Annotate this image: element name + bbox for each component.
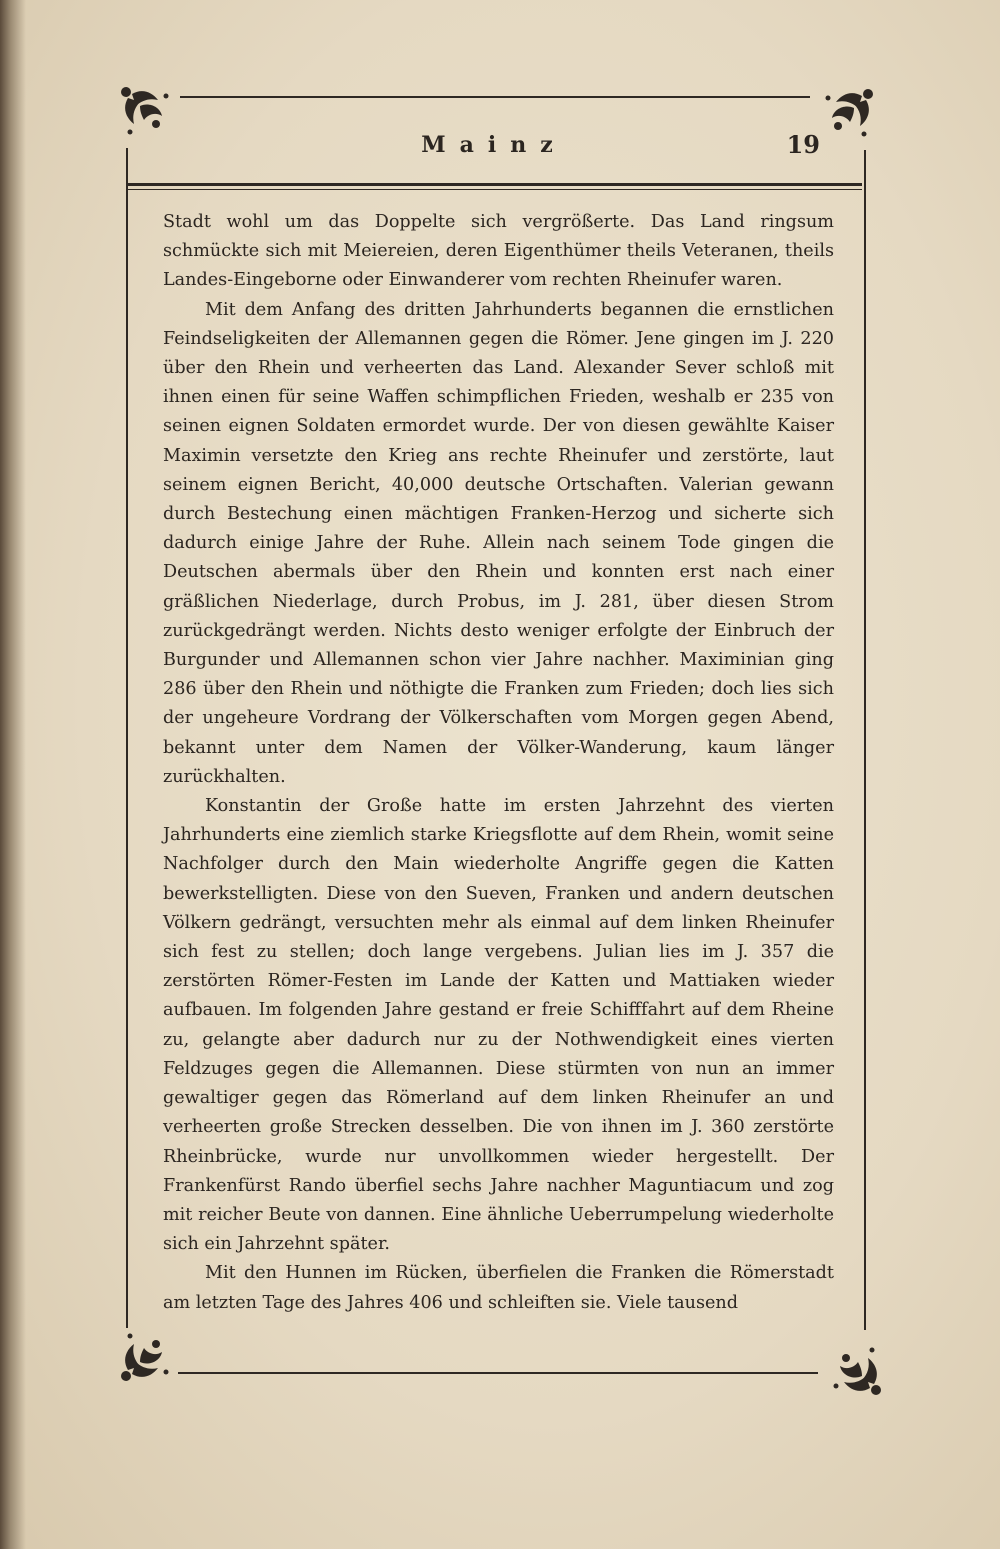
body-text (163, 208, 834, 1318)
running-head (124, 126, 864, 166)
header-rule-thin (128, 189, 862, 190)
paragraph: Stadt wohl um das Doppelte sich vergrößerte. Das Land ringsum schmückte sich mit Meiereien, deren Eigenthümer theils Veteranen, theils Landes-Eingeborne oder Einwanderer vom rechten Rheinufer waren. (163, 212, 834, 291)
header-rule-thick (128, 183, 862, 186)
frame-right-line (864, 150, 866, 1330)
paragraph: Konstantin der Große hatte im ersten Jahrzehnt des vierten Jahrhunderts eine ziemlich starke Kriegsflotte auf dem Rhein, womit seine Nachfolger durch den Main wiederholte Angriffe gegen die Katten bewerkstelligten. Diese von den Sueven, Franken und andern deutschen Völkern gedrängt, versuchten mehr als einmal auf dem linken Rheinufer sich fest zu stellen; doch lange vergebens. Julian lies im J. 357 die zerstörten Römer-Festen im Lande der Katten und Mattiaken wieder aufbauen. Im folgenden Jahre gestand er freie Schifffahrt auf dem Rheine zu, gelangte aber dadurch nur zu der Nothwendigkeit eines vierten Feldzuges gegen die Allemannen. Diese stürmten von nun an immer gewaltiger gegen das Römerland auf dem linken Rheinufer an und verheerten große Strecken desselben. Die von ihnen im J. 360 zerstörte Rheinbrücke, wurde nur unvollkommen wieder hergestellt. Der Frankenfürst Rando überfiel sechs Jahre nachher Maguntiacum und zog mit reicher Beute von dannen. Eine ähnliche Ueberrumpelung wiederholte sich ein Jahrzehnt später. (163, 796, 834, 1255)
running-title: Mainz (421, 132, 567, 158)
floral-corner-icon (826, 1340, 884, 1398)
frame-left-line (126, 148, 128, 1328)
frame-bottom-line (178, 1372, 818, 1374)
floral-corner-icon (118, 1326, 176, 1384)
page-number: 19 (786, 130, 820, 159)
paragraph: Mit den Hunnen im Rücken, überfielen die Franken die Römerstadt am letzten Tage des Jahres 406 und schleiften sie. Viele tausend (163, 1263, 834, 1313)
book-spine-shadow (0, 0, 26, 1549)
frame-top-line (180, 96, 810, 98)
paragraph: Mit dem Anfang des dritten Jahrhunderts begannen die ernstlichen Feindseligkeiten der Allemannen gegen die Römer. Jene gingen im J. 220 über den Rhein und verheerten das Land. Alexander Sever schloß mit ihnen einen für seine Waffen schimpflichen Frieden, weshalb er 235 von seinen eignen Soldaten ermordet wurde. Der von diesen gewählte Kaiser Maximin versetzte den Krieg ans rechte Rheinufer und zerstörte, laut seinem eignen Bericht, 40,000 deutsche Ortschaften. Valerian gewann durch Bestechung einen mächtigen Franken-Herzog und sicherte sich dadurch einige Jahre der Ruhe. Allein nach seinem Tode gingen die Deutschen abermals über den Rhein und konnten erst nach einer gräßlichen Niederlage, durch Probus, im J. 281, über diesen Strom zurückgedrängt werden. Nichts desto weniger erfolgte der Einbruch der Burgunder und Allemannen schon vier Jahre nachher. Maximinian ging 286 über den Rhein und nöthigte die Franken zum Frieden; doch lies sich der ungeheure Vordrang der Völkerschaften vom Morgen gegen Abend, bekannt unter dem Namen der Völker-Wanderung, kaum länger zurückhalten. (163, 299, 834, 787)
